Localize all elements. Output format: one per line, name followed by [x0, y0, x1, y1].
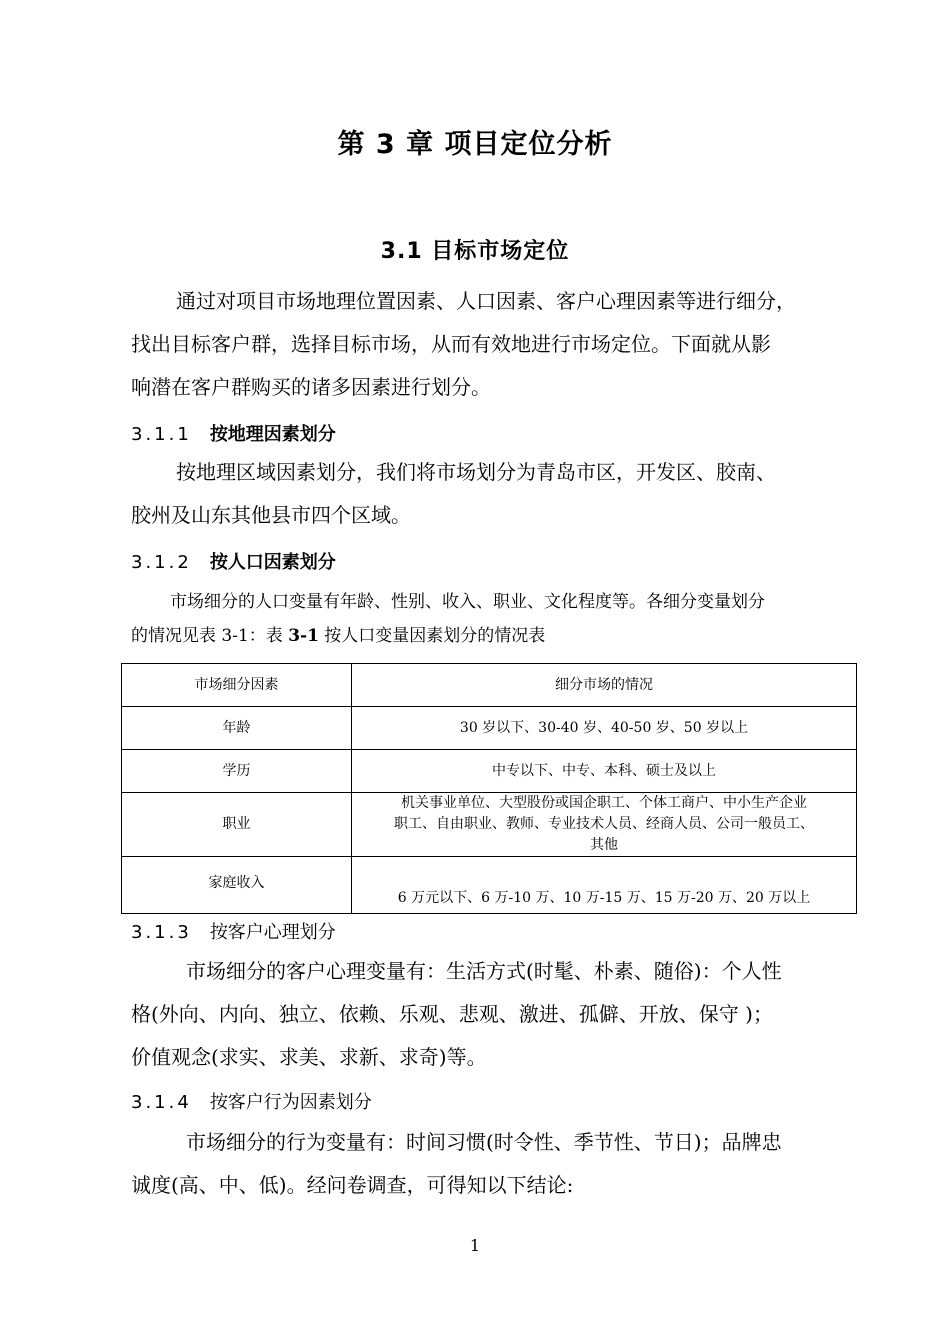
table-cell-multiline: [352, 793, 857, 857]
heading-number: 3.1.1: [131, 424, 192, 445]
s312-line-2: [131, 620, 545, 652]
intro-line-1: 通过对项目市场地理位置因素、人口因素、客户心理因素等进行细分，: [176, 289, 796, 313]
table-number: 3-1: [288, 626, 319, 646]
table-row: [122, 707, 857, 750]
table-cell: 中专以下、中专、本科、硕士及以上: [352, 750, 857, 793]
table-row: [122, 857, 857, 914]
heading-3-1-2: [131, 548, 336, 574]
s311-line-2: 胶州及山东其他县市四个区域。: [131, 503, 411, 527]
heading-number: 3.1.3: [131, 922, 192, 943]
s314-line-2: 诚度(高、中、低)。经问卷调查，可得知以下结论:: [131, 1173, 574, 1197]
heading-text: 按客户行为因素划分: [209, 1092, 372, 1113]
page-number: 1: [469, 1236, 481, 1255]
table-cell-line: 其他: [590, 837, 618, 853]
table-header-cell: 市场细分因素: [122, 664, 352, 707]
table-caption: 按人口变量因素划分的情况表: [318, 626, 546, 646]
table-cell: 职业: [122, 793, 352, 857]
table-ref-text: 的情况见表 3-1：表: [131, 626, 289, 646]
heading-3-1-1: [131, 420, 336, 446]
table-row: [122, 750, 857, 793]
heading-text: 按人口因素划分: [209, 552, 336, 573]
table-cell: 家庭收入: [122, 857, 352, 914]
table-cell: 年龄: [122, 707, 352, 750]
population-segment-table: [121, 663, 857, 914]
table-header-row: [122, 664, 857, 707]
s312-line-1: 市场细分的人口变量有年龄、性别、收入、职业、文化程度等。各细分变量划分: [170, 592, 765, 612]
table-cell: 学历: [122, 750, 352, 793]
table-header-cell: 细分市场的情况: [352, 664, 857, 707]
s313-line-1: 市场细分的客户心理变量有：生活方式(时髦、朴素、随俗)：个人性: [186, 959, 782, 983]
s314-line-1: 市场细分的行为变量有：时间习惯(时令性、季节性、节日)；品牌忠: [186, 1130, 782, 1154]
table-cell-line: 机关事业单位、大型股份或国企职工、个体工商户、中小生产企业: [401, 795, 807, 811]
heading-3-1-3: [131, 918, 336, 944]
intro-line-3: 响潜在客户群购买的诸多因素进行划分。: [131, 375, 491, 399]
table-cell: 6 万元以下、6 万-10 万、10 万-15 万、15 万-20 万、20 万以上: [352, 857, 857, 914]
heading-text: 按地理因素划分: [209, 424, 336, 445]
s313-line-3: 价值观念(求实、求美、求新、求奇)等。: [131, 1045, 487, 1069]
table-row: [122, 793, 857, 857]
section-title: 3.1 目标市场定位: [380, 239, 570, 264]
s311-line-1: 按地理区域因素划分，我们将市场划分为青岛市区，开发区、胶南、: [176, 460, 776, 484]
intro-line-2: 找出目标客户群，选择目标市场，从而有效地进行市场定位。下面就从影: [131, 332, 771, 356]
heading-3-1-4: [131, 1088, 372, 1114]
heading-number: 3.1.4: [131, 1092, 192, 1113]
heading-number: 3.1.2: [131, 552, 192, 573]
s313-line-2: 格(外向、内向、独立、依赖、乐观、悲观、激进、孤僻、开放、保守 )；: [131, 1002, 773, 1026]
chapter-title: 第 3 章 项目定位分析: [337, 129, 613, 160]
table-cell-line: 职工、自由职业、教师、专业技术人员、经商人员、公司一般员工、: [394, 816, 814, 832]
table-cell: 30 岁以下、30-40 岁、40-50 岁、50 岁以上: [352, 707, 857, 750]
heading-text: 按客户心理划分: [209, 922, 336, 943]
